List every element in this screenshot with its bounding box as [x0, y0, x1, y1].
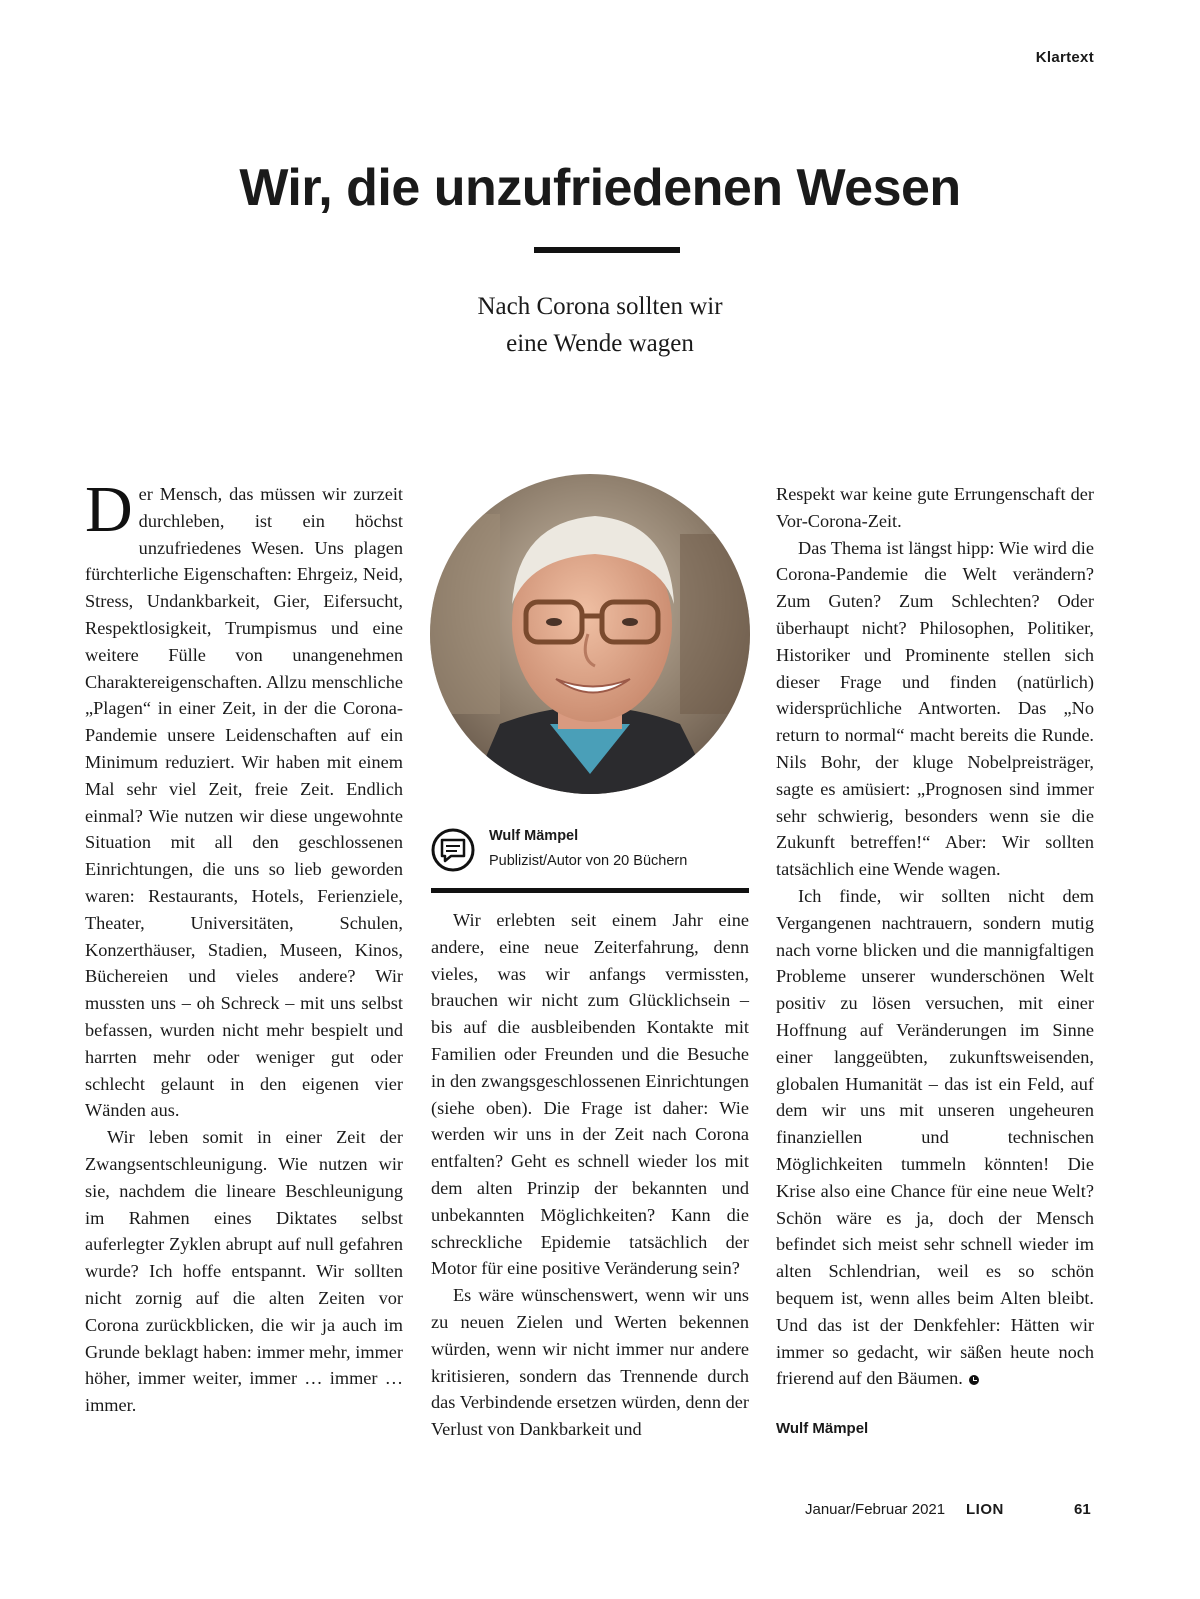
- article-column-right: [776, 481, 1094, 1392]
- subtitle: [300, 288, 900, 362]
- article-paragraph: Das Thema ist längst hipp: Wie wird die Corona-Pandemie die Welt verändern? Zum Guten? Zum Schlechten? Oder überhaupt nicht? Philosophen, Politiker, Historiker und Prominente stellen sich dieser Frage und finden (natürlich) widersprüchliche Antworten. Das „No return to normal“ macht bereits die Runde. Nils Bohr, der kluge Nobelpreisträger, sagte es amüsiert: „Prognosen sind immer sehr schwierig, besonders wenn sie die Zukunft betreffen!“ Aber: Wir sollten tatsächlich eine Wende wagen.: [776, 537, 1094, 880]
- speech-bubble-icon: [431, 828, 475, 872]
- end-mark-icon: [969, 1375, 979, 1385]
- author-rule: [431, 888, 749, 893]
- article-column-middle: [431, 907, 749, 1443]
- title-rule: [534, 247, 680, 253]
- drop-cap: D: [85, 473, 133, 546]
- section-label: Klartext: [1035, 49, 1094, 66]
- page-title: Wir, die unzufriedenen Wesen: [239, 159, 961, 217]
- footer-magazine: LION: [966, 1501, 1004, 1518]
- article-paragraph: Wir leben somit in einer Zeit der Zwangsentschleunigung. Wie nutzen wir sie, nachdem die lineare Beschleunigung im Rahmen eines Diktates selbst auferlegter Zyklen abrupt auf null gefahren wurde? Ich hoffe entspannt. Wir sollten nicht zornig auf die alten Zeiten vor Corona zurückblicken, die wir ja auch im Grunde beklagt haben: immer mehr, immer höher, immer weiter, immer … immer … immer.: [85, 1127, 403, 1416]
- footer-issue: Januar/Februar 2021: [805, 1501, 946, 1518]
- author-name: Wulf Mämpel: [489, 828, 579, 844]
- author-role: Publizist/Autor von 20 Büchern: [489, 853, 688, 869]
- author-portrait: [430, 474, 750, 794]
- paragraph-text: er Mensch, das müssen wir zurzeit durchleben, ist ein höchst unzufriedenes Wesen. Uns plagen fürchterliche Eigenschaften: Ehrgeiz, Neid, Stress, Undankbarkeit, Gier, Eifersucht, Respektlosigkeit, Trumpismus und eine weitere Fülle von unangenehmen Charaktereigenschaften. Allzu menschliche „Plagen“ in einer Zeit, in der die Corona-Pandemie unsere Leidenschaften auf ein Minimum reduziert. Wir haben mit einem Mal sehr viel Zeit, freie Zeit. Endlich einmal? Wie nutzen wir diese ungewohnte Situation mit all den geschlossenen Einrichtungen, die uns so lieb geworden waren: Restaurants, Hotels, Ferienziele, Theater, Universitäten, Schulen, Konzerthäuser, Stadien, Museen, Kinos, Büchereien und vieles andere? Wir mussten uns – oh Schreck – mit uns selbst befassen, wurden nicht mehr bespielt und harrten mehr oder weniger gut oder schlecht gelaunt in den eigenen vier Wänden aus.: [85, 484, 403, 1121]
- page-number: 61: [1074, 1501, 1091, 1518]
- subtitle-line-1: Nach Corona sollten wir: [477, 293, 723, 320]
- article-paragraph: Respekt war keine gute Errungenschaft der Vor-Corona-Zeit.: [776, 484, 1094, 531]
- article-paragraph: [85, 473, 403, 1124]
- article-column-left: [85, 473, 403, 1419]
- article-paragraph: Es wäre wünschenswert, wenn wir uns zu neuen Zielen und Werten bekennen würden, wenn wir nicht immer nur andere kritisieren, sondern das Trennende durch das Verbindende ersetzen würden, denn der Verlust von Dankbarkeit und: [431, 1285, 749, 1440]
- paragraph-text: Ich finde, wir sollten nicht dem Vergangenen nachtrauern, sondern mutig nach vorne blicken und die mannigfaltigen Probleme unserer wunderschönen Welt positiv zu lösen versuchen, mit einer Hoffnung auf Veränderungen im Sinne einer langgeübten, zukunftsweisenden, globalen Humanität – das ist ein Feld, auf dem wir uns mit unseren ungeheuren finanziellen und technischen Möglichkeiten tummeln könnten! Die Krise also eine Chance für eine neue Welt? Schön wäre es ja, doch der Mensch befindet sich meist sehr schnell wieder im alten Schlendrian, weil es so schön bequem ist, wenn alles beim Alten bleibt. Und das ist der Denkfehler: Hätten wir immer so gedacht, wir säßen heute noch frierend auf den Bäumen.: [776, 885, 1094, 1389]
- author-box: [431, 826, 749, 896]
- article-paragraph: [776, 883, 1094, 1392]
- portrait-photo: [430, 474, 750, 794]
- article-signature: Wulf Mämpel: [776, 1420, 869, 1437]
- subtitle-line-2: eine Wende wagen: [506, 330, 694, 357]
- article-paragraph: Wir erlebten seit einem Jahr eine andere, eine neue Zeiterfahrung, denn vieles, was wir anfangs vermissten, brauchen wir nicht zum Glücklichsein – bis auf die ausbleibenden Kontakte mit Familien oder Freunden und die Besuche in den zwangsgeschlossenen Einrichtungen (siehe oben). Die Frage ist daher: Wie werden wir uns in der Zeit nach Corona entfalten? Geht es schnell wieder los mit dem alten Prinzip der bekannten und unbekannten Möglichkeiten? Kann die schreckliche Epidemie tatsächlich der Motor für eine positive Veränderung sein?: [431, 910, 749, 1279]
